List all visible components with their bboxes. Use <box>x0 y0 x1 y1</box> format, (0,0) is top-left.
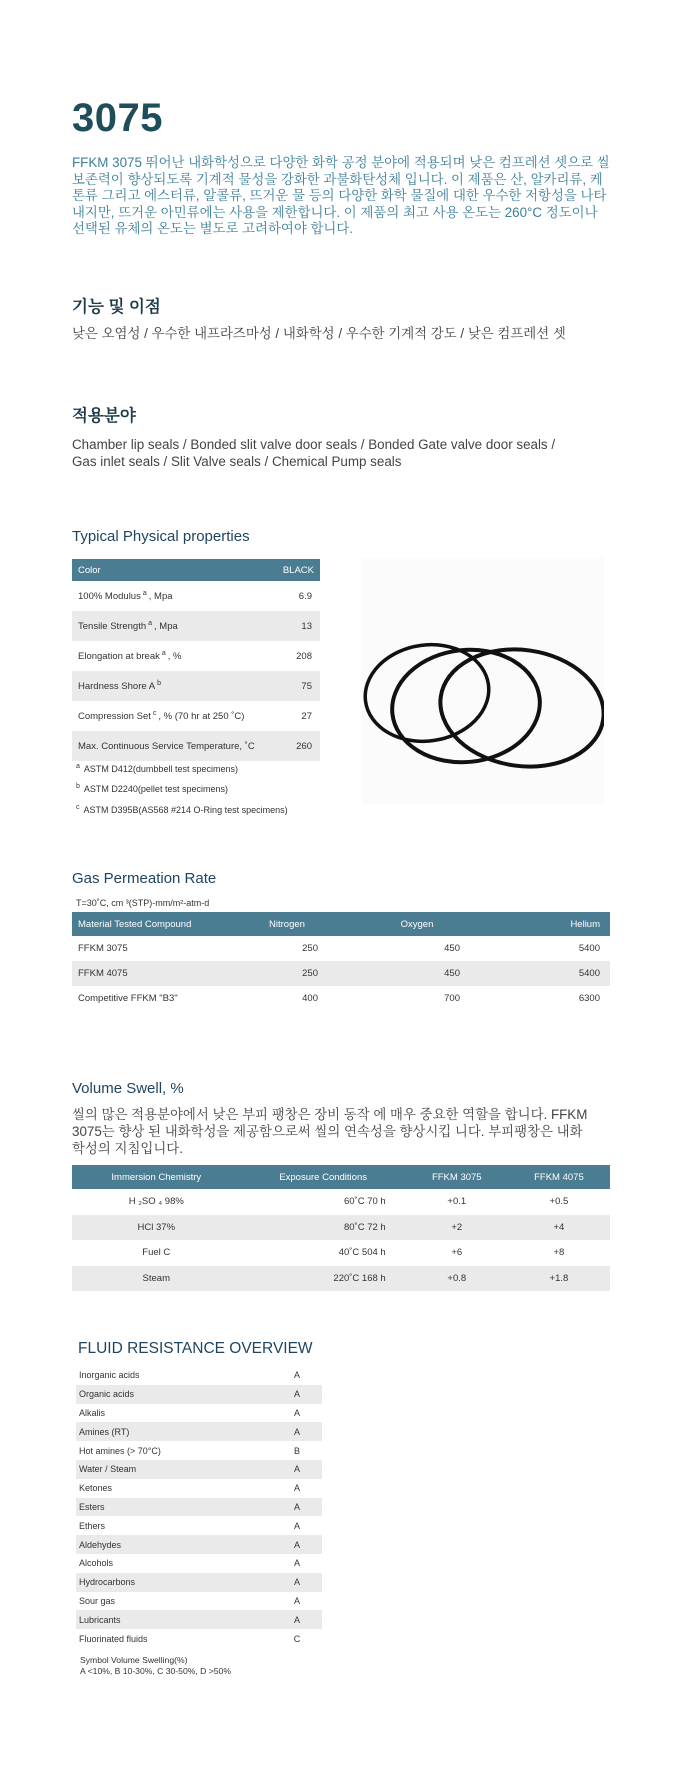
features-heading: 기능 및 이점 <box>72 298 161 316</box>
property-value: 75 <box>274 671 320 701</box>
column-header: FFKM 4075 <box>508 1165 610 1189</box>
property-value: 6.9 <box>298 590 312 602</box>
fluid-name: Inorganic acids <box>79 1370 140 1381</box>
table-row <box>76 1535 322 1554</box>
property-label <box>72 581 274 611</box>
fluid-name: Water / Steam <box>76 1460 272 1479</box>
property-value: 208 <box>296 650 312 662</box>
table-row <box>76 1404 322 1423</box>
table-cell: 5400 <box>578 943 600 954</box>
footnote-c: $^c$ ASTM D395B(AS568 #214 O-Ring test specimens) <box>76 804 288 815</box>
table-cell: +8 <box>553 1247 565 1259</box>
table-row <box>72 961 610 986</box>
table-cell: 450 <box>352 961 482 986</box>
o-ring-illustration <box>362 558 604 804</box>
table-cell: 60˚C 70 h <box>343 1196 386 1208</box>
property-name: Tensile Strength <box>78 621 147 633</box>
property-name: Hardness Shore A <box>78 681 156 693</box>
fluid-grade: A <box>272 1422 322 1441</box>
property-value: 260 <box>274 731 320 761</box>
table-row <box>76 1385 322 1404</box>
property-unit: , % (70 hr at 250 ˚C) <box>158 711 245 723</box>
volume-swell-table <box>72 1165 610 1291</box>
table-cell: +4 <box>508 1215 610 1241</box>
fluid-name: Hot amines (> 70°C) <box>79 1445 161 1456</box>
fluid-name: Ketones <box>79 1483 113 1494</box>
gas-permeation-table <box>72 912 610 1011</box>
footnote-mark: c <box>152 709 157 717</box>
table-row <box>72 701 320 731</box>
table-cell: +1.8 <box>508 1266 610 1292</box>
gas-permeation-note: T=30˚C, cm ³(STP)-mm/m²-atm-d <box>76 898 210 908</box>
column-header: Material Tested Compound <box>72 912 222 936</box>
table-cell: +0.5 <box>549 1196 569 1208</box>
table-row <box>76 1554 322 1573</box>
fluid-resistance-heading: FLUID RESISTANCE OVERVIEW <box>78 1340 313 1357</box>
table-row <box>76 1629 322 1648</box>
fluid-grade: B <box>293 1445 300 1456</box>
table-row <box>76 1610 322 1629</box>
table-cell: +0.8 <box>406 1266 508 1292</box>
applications-line-2: Gas inlet seals / Slit Valve seals / Chemical Pump seals <box>72 454 402 469</box>
property-value: 13 <box>274 611 320 641</box>
fluid-name: Sour gas <box>79 1595 116 1606</box>
table-cell: 220˚C 168 h <box>241 1266 406 1292</box>
table-row <box>76 1366 322 1385</box>
table-cell: Fuel C <box>142 1247 171 1259</box>
fluid-grade: A <box>293 1370 300 1381</box>
property-name: Elongation at break <box>78 651 160 663</box>
column-header: Helium <box>482 912 610 936</box>
table-row <box>72 986 610 1011</box>
fluid-name: Lubricants <box>76 1610 272 1629</box>
fluid-grade: A <box>293 1407 300 1418</box>
fluid-grade: A <box>272 1385 322 1404</box>
table-row <box>72 671 320 701</box>
fluid-name: Aldehydes <box>76 1535 272 1554</box>
table-cell: 5400 <box>482 961 610 986</box>
fluid-grade: A <box>293 1558 300 1569</box>
table-row <box>76 1498 322 1517</box>
fluid-name: Hydrocarbons <box>76 1573 272 1592</box>
property-label <box>72 731 274 761</box>
fluid-legend: Symbol Volume Swelling(%) A <10%, B 10-30%, C 30-50%, D >50% <box>80 1655 231 1676</box>
table-cell: 40˚C 504 h <box>338 1247 386 1259</box>
property-name: Max. Continuous Service Temperature, ˚C <box>78 740 255 752</box>
fluid-name: Alcohols <box>79 1558 114 1569</box>
fluid-grade: A <box>293 1595 300 1606</box>
table-cell: 80˚C 72 h <box>241 1215 406 1241</box>
fluid-grade: A <box>272 1573 322 1592</box>
table-row <box>72 1240 610 1266</box>
table-row <box>76 1441 322 1460</box>
table-row <box>72 581 320 611</box>
table-cell: 250 <box>222 961 352 986</box>
property-label <box>72 641 274 671</box>
table-cell: Steam <box>72 1266 241 1292</box>
physical-properties-table <box>72 559 320 761</box>
fluid-grade: A <box>293 1520 300 1531</box>
fluid-grade: C <box>293 1633 301 1644</box>
table-cell: FFKM 3075 <box>78 943 128 954</box>
table-row <box>76 1460 322 1479</box>
o-ring-image <box>362 558 604 804</box>
column-header: Immersion Chemistry <box>72 1165 241 1189</box>
column-header: Nitrogen <box>222 912 352 936</box>
property-unit: , Mpa <box>154 621 178 633</box>
fluid-resistance-table <box>76 1366 322 1648</box>
applications-heading: 적용분야 <box>72 407 136 425</box>
fluid-name: Fluorinated fluids <box>79 1633 148 1644</box>
footnote-mark: a <box>161 649 166 657</box>
property-unit: , Mpa <box>148 591 173 603</box>
property-name: Compression Set <box>78 711 151 723</box>
table-cell: 450 <box>444 943 460 954</box>
table-row <box>76 1516 322 1535</box>
intro-paragraph: FFKM 3075 뛰어난 내화학성으로 다양한 화학 공정 분야에 적용되며 낮은 컴프레션 셋으로 씰 보존력이 향상되도록 기계적 물성을 강화한 과불화탄성체 입니다. 이 제품은 산, 알카리류, 케톤류 그리고 에스터류, 알콜류, 뜨거운 물 등의 다양한 화학 물질에 대한 우수한 저항성을 나타내지만, 뜨거운 아민류에는 사용을 제한합니다. 이 제품의 최고 사용 온도는 260°C 정도이나 선택된 유체의 온도는 별도로 고려하여야 합니다. <box>72 155 610 236</box>
fluid-grade: A <box>293 1483 300 1494</box>
fluid-grade: A <box>272 1535 322 1554</box>
table-cell: 700 <box>444 993 460 1004</box>
table-cell: HCl 37% <box>72 1215 241 1241</box>
footnote-b: $^b$ ASTM D2240(pellet test specimens) <box>76 783 228 794</box>
column-header: Exposure Conditions <box>241 1165 406 1189</box>
table-row <box>72 641 320 671</box>
fluid-grade: A <box>272 1460 322 1479</box>
footnote-mark: b <box>157 679 162 687</box>
column-header: BLACK <box>274 559 320 581</box>
table-row <box>76 1422 322 1441</box>
fluid-name: Amines (RT) <box>76 1422 272 1441</box>
table-cell: 400 <box>302 993 318 1004</box>
applications-line-1: Chamber lip seals / Bonded slit valve door seals / Bonded Gate valve door seals / <box>72 437 556 452</box>
table-cell: 250 <box>302 943 318 954</box>
column-header: Oxygen <box>352 912 482 936</box>
fluid-grade: A <box>272 1610 322 1629</box>
table-cell: Competitive FFKM "B3" <box>78 993 178 1004</box>
fluid-name: Esters <box>76 1498 272 1517</box>
table-cell: FFKM 4075 <box>72 961 222 986</box>
table-row <box>72 1266 610 1292</box>
footnote-a: $^a$ ASTM D412(dumbbell test specimens) <box>76 763 238 774</box>
footnote-mark: a <box>148 619 153 627</box>
physical-properties-heading: Typical Physical properties <box>72 528 250 545</box>
footnote-mark: a <box>142 589 147 597</box>
features-text: 낮은 오염성 / 우수한 내프라즈마성 / 내화학성 / 우수한 기계적 강도 / 낮은 컴프레션 셋 <box>72 326 566 341</box>
property-unit: , % <box>167 651 182 663</box>
table-row <box>72 1189 610 1215</box>
table-cell: +2 <box>406 1215 508 1241</box>
table-row <box>72 936 610 961</box>
table-cell: +0.1 <box>447 1196 467 1208</box>
table-row <box>76 1573 322 1592</box>
fluid-grade: A <box>272 1498 322 1517</box>
property-value: 27 <box>301 710 312 722</box>
table-row <box>76 1479 322 1498</box>
property-label <box>72 701 274 731</box>
column-header: FFKM 3075 <box>406 1165 508 1189</box>
table-cell: +6 <box>451 1247 463 1259</box>
fluid-name: Organic acids <box>76 1385 272 1404</box>
table-cell: 6300 <box>578 993 600 1004</box>
volume-swell-heading: Volume Swell, % <box>72 1080 184 1097</box>
property-name: 100% Modulus <box>78 591 141 603</box>
fluid-name: Ethers <box>79 1520 106 1531</box>
column-header: Color <box>72 559 274 581</box>
page-title: 3075 <box>72 96 163 140</box>
volume-swell-text: 씰의 많은 적용분야에서 낮은 부피 팽창은 장비 동작 에 매우 중요한 역할을 합니다. FFKM 3075는 향상 된 내화학성을 제공함으로써 씰의 연속성을 향상시킵 니다. 부피팽창은 내화학성의 지침입니다. <box>72 1107 588 1156</box>
property-label <box>72 671 274 701</box>
table-row <box>72 731 320 761</box>
table-row <box>72 1215 610 1241</box>
table-row <box>76 1592 322 1611</box>
gas-permeation-heading: Gas Permeation Rate <box>72 870 217 887</box>
table-cell: H ₂SO ₄ 98% <box>128 1196 184 1208</box>
property-label <box>72 611 274 641</box>
fluid-name: Alkalis <box>79 1407 106 1418</box>
table-row <box>72 611 320 641</box>
